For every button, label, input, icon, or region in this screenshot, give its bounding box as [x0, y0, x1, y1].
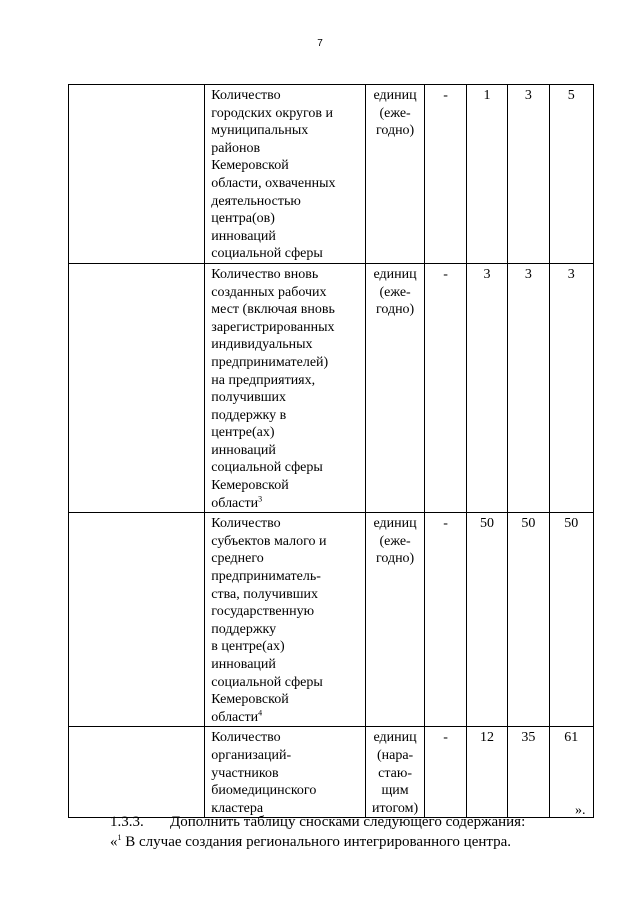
indicator-name-line: биомедицинского: [211, 783, 317, 799]
indicator-name-line: ства, получивших: [211, 586, 318, 602]
indicator-name-line: предприниматель-: [211, 569, 321, 585]
empty-cell: [69, 727, 205, 818]
value-cell: -: [425, 727, 466, 818]
closing-quote: ».: [575, 803, 586, 818]
indicator-name-line: Кемеровской: [211, 692, 289, 708]
value-cell: -: [425, 263, 466, 512]
empty-cell: [69, 263, 205, 512]
unit-line: годно): [375, 551, 415, 567]
unit-line: единиц: [373, 88, 417, 103]
unit-line: (еже-: [379, 284, 411, 300]
indicator-name-cell: [205, 263, 366, 512]
footnote-text: [110, 834, 511, 851]
unit-line: (нара-: [376, 747, 414, 763]
empty-cell: [69, 513, 205, 727]
indicator-name-line: области, охваченных: [211, 175, 336, 191]
unit-line: стаю-: [378, 765, 413, 781]
unit-line: единиц: [373, 730, 417, 746]
indicator-name-line: кластера: [211, 800, 264, 816]
indicator-name-text: области: [211, 495, 259, 511]
indicator-name-line: в центре(ах): [211, 639, 285, 655]
value-cell: 12: [466, 727, 507, 818]
table-row: [69, 727, 594, 818]
value-cell: 50: [466, 513, 507, 727]
footnote-open-quote: «: [110, 834, 118, 850]
footnote-reference: 4: [258, 708, 263, 718]
unit-line: единиц: [373, 516, 417, 532]
amendment-paragraph: [110, 814, 525, 831]
indicator-name-line: зарегистрированных: [211, 319, 335, 335]
indicator-name-line: субъектов малого и: [211, 533, 327, 549]
indicator-name-line: предпринимателей): [211, 354, 329, 370]
value-cell: 5: [549, 85, 593, 264]
indicator-name-line: районов: [211, 140, 261, 156]
value-cell: 1: [466, 85, 507, 264]
indicator-name-line: центра(ов): [211, 211, 275, 227]
value-cell: 3: [549, 263, 593, 512]
footnote-reference: 3: [258, 494, 263, 503]
indicator-name-line: индивидуальных: [211, 337, 313, 353]
indicator-name-line: [211, 495, 363, 513]
value-cell: 3: [508, 85, 549, 264]
indicator-name-line: муниципальных: [211, 123, 309, 139]
indicator-name-line: среднего: [211, 551, 264, 567]
page-number: 7: [317, 38, 323, 49]
indicator-name-line: Количество: [211, 516, 281, 532]
indicator-name-cell: [205, 513, 366, 727]
amendment-number: 1.3.3.: [110, 814, 144, 830]
unit-cell: [365, 727, 425, 818]
table-row: [69, 513, 594, 727]
indicator-name-line: участников: [211, 765, 279, 781]
table-row: [69, 263, 594, 512]
indicator-name-line: организаций-: [211, 747, 292, 763]
unit-line: (еже-: [379, 105, 411, 121]
indicator-name-line: государственную: [211, 604, 315, 620]
value-cell: 50: [549, 513, 593, 727]
amendment-text: Дополнить таблицу сносками следующего содержания:: [170, 814, 526, 830]
value-cell: 3: [508, 263, 549, 512]
indicator-name-line: городских округов и: [211, 105, 334, 121]
indicator-name-line: социальной сферы: [211, 460, 323, 476]
unit-line: годно): [375, 302, 415, 318]
indicator-name-line: центре(ах): [211, 425, 275, 441]
indicator-name-line: Количество: [211, 88, 281, 103]
footnote-body: В случае создания регионального интегрированного центра.: [121, 834, 512, 850]
unit-cell: [365, 263, 425, 512]
indicator-name-line: деятельностью: [211, 193, 301, 209]
unit-cell: [365, 85, 425, 264]
indicator-name-line: мест (включая вновь: [211, 302, 335, 318]
indicator-name-line: социальной сферы: [211, 246, 323, 262]
unit-line: итогом): [372, 800, 419, 816]
indicator-name-line: инноваций: [211, 442, 276, 458]
indicator-name-text: области: [211, 709, 259, 725]
footnote-marker: 1: [117, 833, 122, 842]
indicator-name-line: социальной сферы: [211, 674, 323, 690]
indicator-name-line: созданных рабочих: [211, 284, 327, 300]
indicators-table: [68, 84, 594, 818]
unit-cell: [365, 513, 425, 727]
value-cell: 61: [549, 727, 593, 818]
indicator-name-line: на предприятиях,: [211, 372, 316, 388]
table-row: [69, 85, 594, 264]
value-cell: -: [425, 85, 466, 264]
indicator-name-line: поддержку в: [211, 407, 287, 423]
indicator-name-line: инноваций: [211, 657, 276, 672]
value-cell: 3: [466, 263, 507, 512]
value-cell: 50: [508, 513, 549, 727]
indicator-name-line: Количество: [211, 730, 281, 746]
indicator-name-line: [211, 709, 363, 727]
value-cell: 35: [508, 727, 549, 818]
unit-line: щим: [381, 783, 409, 799]
unit-line: (еже-: [379, 533, 411, 549]
indicator-name-line: инноваций: [211, 228, 276, 244]
unit-line: единиц: [373, 266, 417, 282]
unit-line: годно): [375, 123, 415, 139]
value-cell: -: [425, 513, 466, 727]
indicator-name-line: Кемеровской: [211, 478, 289, 494]
indicator-name-cell: [205, 727, 366, 818]
indicator-name-line: Кемеровской: [211, 158, 289, 174]
indicator-name-cell: [205, 85, 366, 264]
indicator-name-line: поддержку: [211, 621, 277, 637]
empty-cell: [69, 85, 205, 264]
indicator-name-line: Количество вновь: [211, 266, 319, 282]
indicator-name-line: получивших: [211, 390, 287, 406]
